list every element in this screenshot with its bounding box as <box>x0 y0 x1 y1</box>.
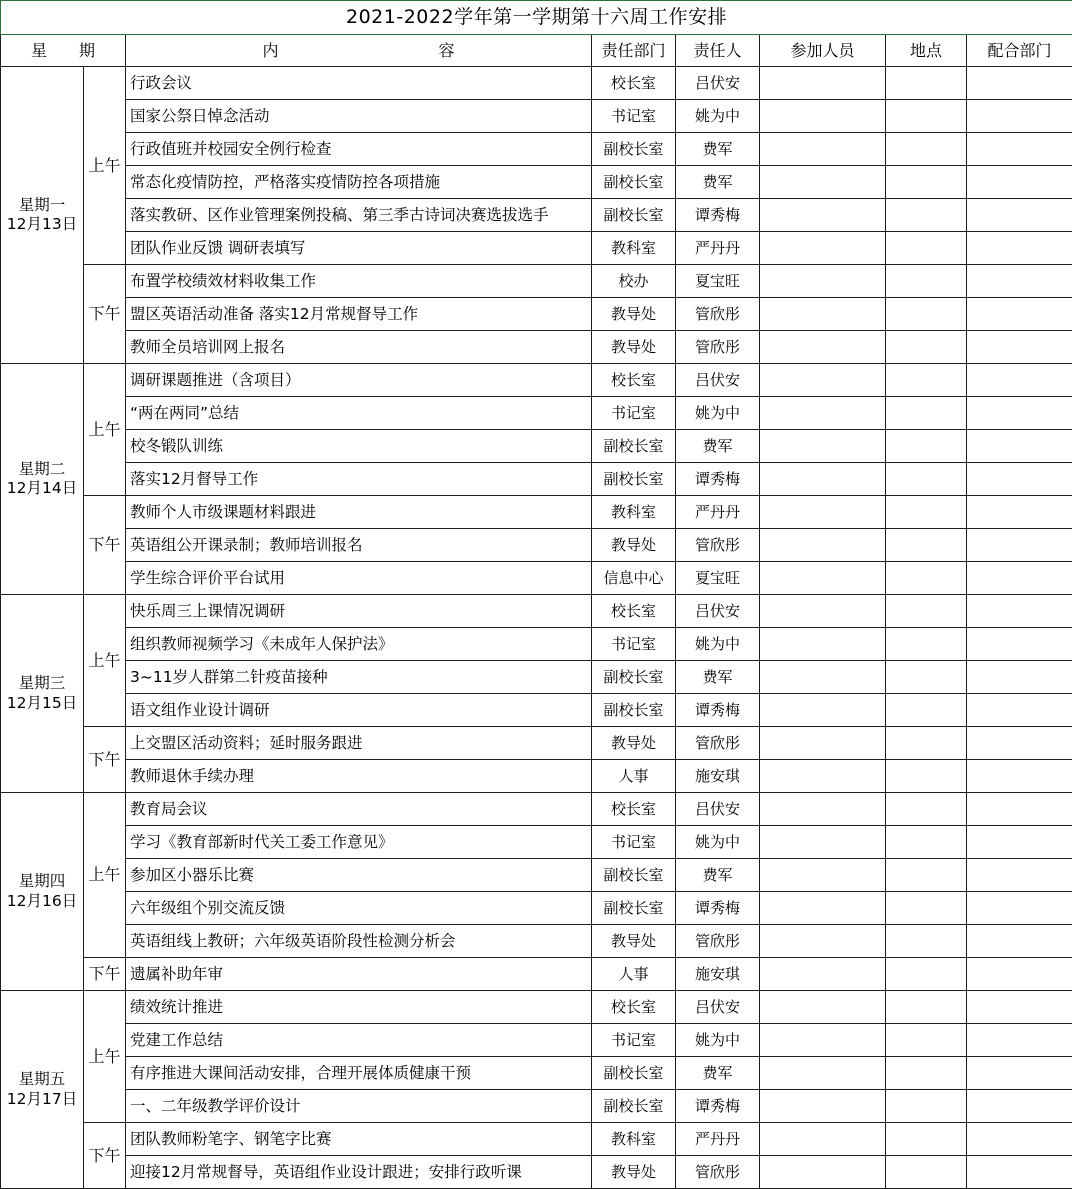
task-participants <box>760 232 886 265</box>
task-dept: 校长室 <box>592 991 676 1024</box>
table-row <box>1 364 1072 397</box>
task-person: 吕伏安 <box>676 595 760 628</box>
period-cell: 下午 <box>84 958 126 991</box>
period-cell: 上午 <box>84 595 126 727</box>
header-day: 星 期 <box>1 35 126 67</box>
task-location <box>886 67 967 100</box>
task-location <box>886 1156 967 1189</box>
task-coop <box>967 331 1072 364</box>
task-person: 管欣彤 <box>676 298 760 331</box>
task-person: 施安琪 <box>676 958 760 991</box>
task-location <box>886 1123 967 1156</box>
task-dept: 副校长室 <box>592 859 676 892</box>
task-coop <box>967 1024 1072 1057</box>
table-row <box>1 529 1072 562</box>
task-content: “两在两同”总结 <box>126 397 592 430</box>
task-content: 学习《教育部新时代关工委工作意见》 <box>126 826 592 859</box>
task-dept: 书记室 <box>592 628 676 661</box>
table-row <box>1 760 1072 793</box>
task-content: 盟区英语活动准备 落实12月常规督导工作 <box>126 298 592 331</box>
header-person: 责任人 <box>676 35 760 67</box>
task-participants <box>760 859 886 892</box>
task-coop <box>967 727 1072 760</box>
task-dept: 副校长室 <box>592 892 676 925</box>
task-person: 夏宝旺 <box>676 562 760 595</box>
table-row <box>1 958 1072 991</box>
task-participants <box>760 67 886 100</box>
table-row <box>1 595 1072 628</box>
task-dept: 人事 <box>592 958 676 991</box>
task-dept: 教导处 <box>592 529 676 562</box>
task-participants <box>760 1123 886 1156</box>
task-dept: 教导处 <box>592 331 676 364</box>
task-dept: 校长室 <box>592 364 676 397</box>
task-content: 快乐周三上课情况调研 <box>126 595 592 628</box>
task-content: 一、二年级教学评价设计 <box>126 1090 592 1123</box>
task-person: 费军 <box>676 166 760 199</box>
task-coop <box>967 1123 1072 1156</box>
period-cell: 下午 <box>84 265 126 364</box>
task-coop <box>967 232 1072 265</box>
task-location <box>886 760 967 793</box>
task-participants <box>760 133 886 166</box>
table-row <box>1 199 1072 232</box>
task-person: 严丹丹 <box>676 1123 760 1156</box>
task-content: 上交盟区活动资料；延时服务跟进 <box>126 727 592 760</box>
task-person: 吕伏安 <box>676 67 760 100</box>
task-person: 费军 <box>676 1057 760 1090</box>
table-row <box>1 100 1072 133</box>
task-location <box>886 529 967 562</box>
task-participants <box>760 331 886 364</box>
task-participants <box>760 661 886 694</box>
task-coop <box>967 1156 1072 1189</box>
task-participants <box>760 298 886 331</box>
task-dept: 校长室 <box>592 67 676 100</box>
task-content: 绩效统计推进 <box>126 991 592 1024</box>
task-dept: 校长室 <box>592 793 676 826</box>
task-coop <box>967 694 1072 727</box>
task-person: 费军 <box>676 661 760 694</box>
task-person: 管欣彤 <box>676 925 760 958</box>
task-person: 谭秀梅 <box>676 892 760 925</box>
task-location <box>886 562 967 595</box>
day-label: 星期三 <box>18 674 66 693</box>
task-person: 夏宝旺 <box>676 265 760 298</box>
day-date: 12月15日 <box>6 693 78 712</box>
period-cell: 下午 <box>84 496 126 595</box>
task-person: 吕伏安 <box>676 364 760 397</box>
task-coop <box>967 166 1072 199</box>
day-cell <box>1 991 84 1189</box>
task-content: 落实12月督导工作 <box>126 463 592 496</box>
task-location <box>886 826 967 859</box>
header-participants: 参加人员 <box>760 35 886 67</box>
task-coop <box>967 496 1072 529</box>
table-row <box>1 826 1072 859</box>
task-person: 谭秀梅 <box>676 1090 760 1123</box>
header-content: 内 容 <box>126 35 592 67</box>
task-dept: 副校长室 <box>592 694 676 727</box>
task-location <box>886 265 967 298</box>
task-content: 行政值班并校园安全例行检查 <box>126 133 592 166</box>
task-content: 参加区小器乐比赛 <box>126 859 592 892</box>
task-person: 费军 <box>676 859 760 892</box>
task-coop <box>967 100 1072 133</box>
period-cell: 上午 <box>84 364 126 496</box>
table-row <box>1 991 1072 1024</box>
task-content: 校冬锻队训练 <box>126 430 592 463</box>
day-label: 星期一 <box>18 195 66 214</box>
task-content: 有序推进大课间活动安排，合理开展体质健康干预 <box>126 1057 592 1090</box>
task-location <box>886 991 967 1024</box>
task-coop <box>967 265 1072 298</box>
task-dept: 副校长室 <box>592 661 676 694</box>
task-content: 教育局会议 <box>126 793 592 826</box>
task-dept: 校长室 <box>592 595 676 628</box>
task-dept: 人事 <box>592 760 676 793</box>
task-coop <box>967 661 1072 694</box>
day-cell <box>1 364 84 595</box>
task-person: 姚为中 <box>676 1024 760 1057</box>
task-location <box>886 595 967 628</box>
task-dept: 教科室 <box>592 1123 676 1156</box>
table-row <box>1 166 1072 199</box>
task-location <box>886 1057 967 1090</box>
table-row <box>1 661 1072 694</box>
task-participants <box>760 496 886 529</box>
task-content: 英语组公开课录制；教师培训报名 <box>126 529 592 562</box>
task-participants <box>760 430 886 463</box>
task-location <box>886 892 967 925</box>
task-participants <box>760 892 886 925</box>
task-participants <box>760 694 886 727</box>
task-content: 学生综合评价平台试用 <box>126 562 592 595</box>
table-row <box>1 859 1072 892</box>
task-location <box>886 430 967 463</box>
table-row <box>1 397 1072 430</box>
day-date: 12月13日 <box>6 215 78 233</box>
task-content: 常态化疫情防控，严格落实疫情防控各项措施 <box>126 166 592 199</box>
day-label: 星期五 <box>18 1070 66 1089</box>
task-content: 团队教师粉笔字、钢笔字比赛 <box>126 1123 592 1156</box>
task-participants <box>760 991 886 1024</box>
task-dept: 书记室 <box>592 397 676 430</box>
task-location <box>886 1090 967 1123</box>
task-dept: 校办 <box>592 265 676 298</box>
task-location <box>886 1024 967 1057</box>
table-row <box>1 694 1072 727</box>
task-coop <box>967 760 1072 793</box>
task-coop <box>967 397 1072 430</box>
task-location <box>886 694 967 727</box>
task-location <box>886 661 967 694</box>
task-participants <box>760 760 886 793</box>
task-content: 教师个人市级课题材料跟进 <box>126 496 592 529</box>
table-row <box>1 232 1072 265</box>
task-participants <box>760 958 886 991</box>
task-coop <box>967 67 1072 100</box>
task-location <box>886 331 967 364</box>
task-location <box>886 199 967 232</box>
task-participants <box>760 595 886 628</box>
task-content: 英语组线上教研；六年级英语阶段性检测分析会 <box>126 925 592 958</box>
task-content: 团队作业反馈 调研表填写 <box>126 232 592 265</box>
task-content: 组织教师视频学习《未成年人保护法》 <box>126 628 592 661</box>
task-location <box>886 166 967 199</box>
task-location <box>886 793 967 826</box>
table-row <box>1 463 1072 496</box>
header-coop: 配合部门 <box>967 35 1072 67</box>
task-participants <box>760 925 886 958</box>
task-content: 落实教研、区作业管理案例投稿、第三季古诗词决赛选拔选手 <box>126 199 592 232</box>
task-dept: 教科室 <box>592 496 676 529</box>
task-content: 布置学校绩效材料收集工作 <box>126 265 592 298</box>
task-dept: 书记室 <box>592 1024 676 1057</box>
task-coop <box>967 925 1072 958</box>
task-dept: 副校长室 <box>592 1090 676 1123</box>
task-dept: 副校长室 <box>592 199 676 232</box>
task-content: 党建工作总结 <box>126 1024 592 1057</box>
task-coop <box>967 199 1072 232</box>
task-content: 迎接12月常规督导，英语组作业设计跟进；安排行政听课 <box>126 1156 592 1189</box>
task-coop <box>967 133 1072 166</box>
task-participants <box>760 1024 886 1057</box>
task-participants <box>760 397 886 430</box>
table-row <box>1 892 1072 925</box>
task-coop <box>967 562 1072 595</box>
header-dept: 责任部门 <box>592 35 676 67</box>
table-row <box>1 562 1072 595</box>
task-location <box>886 364 967 397</box>
task-coop <box>967 1090 1072 1123</box>
day-label: 星期二 <box>18 459 66 478</box>
task-coop <box>967 595 1072 628</box>
task-content: 调研课题推进（含项目） <box>126 364 592 397</box>
day-date: 12月17日 <box>6 1089 78 1108</box>
task-person: 姚为中 <box>676 826 760 859</box>
task-dept: 教导处 <box>592 925 676 958</box>
task-person: 吕伏安 <box>676 991 760 1024</box>
table-row <box>1 727 1072 760</box>
task-person: 费军 <box>676 133 760 166</box>
task-person: 吕伏安 <box>676 793 760 826</box>
table-row <box>1 925 1072 958</box>
task-coop <box>967 628 1072 661</box>
task-coop <box>967 298 1072 331</box>
task-participants <box>760 199 886 232</box>
day-cell <box>1 67 84 364</box>
task-person: 施安琪 <box>676 760 760 793</box>
table-row <box>1 133 1072 166</box>
task-location <box>886 298 967 331</box>
task-participants <box>760 529 886 562</box>
task-person: 严丹丹 <box>676 496 760 529</box>
task-participants <box>760 628 886 661</box>
task-content: 教师退休手续办理 <box>126 760 592 793</box>
page-title: 2021-2022学年第一学期第十六周工作安排 <box>1 1 1072 35</box>
table-row <box>1 793 1072 826</box>
header-row <box>1 35 1072 67</box>
task-participants <box>760 727 886 760</box>
task-coop <box>967 958 1072 991</box>
task-participants <box>760 364 886 397</box>
task-dept: 副校长室 <box>592 1057 676 1090</box>
table-row <box>1 1090 1072 1123</box>
task-participants <box>760 166 886 199</box>
task-location <box>886 496 967 529</box>
task-coop <box>967 463 1072 496</box>
task-location <box>886 727 967 760</box>
task-person: 姚为中 <box>676 100 760 133</box>
period-cell: 下午 <box>84 1123 126 1189</box>
table-row <box>1 67 1072 100</box>
task-location <box>886 133 967 166</box>
task-person: 谭秀梅 <box>676 694 760 727</box>
task-participants <box>760 793 886 826</box>
task-location <box>886 463 967 496</box>
day-date: 12月16日 <box>6 891 78 910</box>
task-person: 姚为中 <box>676 628 760 661</box>
task-location <box>886 958 967 991</box>
table-row <box>1 1024 1072 1057</box>
task-content: 教师全员培训网上报名 <box>126 331 592 364</box>
task-dept: 副校长室 <box>592 133 676 166</box>
task-person: 费军 <box>676 430 760 463</box>
task-content: 语文组作业设计调研 <box>126 694 592 727</box>
task-person: 管欣彤 <box>676 1156 760 1189</box>
task-dept: 教导处 <box>592 1156 676 1189</box>
task-person: 管欣彤 <box>676 727 760 760</box>
task-dept: 书记室 <box>592 826 676 859</box>
task-dept: 信息中心 <box>592 562 676 595</box>
task-person: 管欣彤 <box>676 529 760 562</box>
table-row <box>1 430 1072 463</box>
task-coop <box>967 826 1072 859</box>
task-location <box>886 100 967 133</box>
task-person: 谭秀梅 <box>676 199 760 232</box>
task-location <box>886 628 967 661</box>
task-dept: 副校长室 <box>592 430 676 463</box>
task-participants <box>760 265 886 298</box>
task-coop <box>967 430 1072 463</box>
task-coop <box>967 1057 1072 1090</box>
task-dept: 教导处 <box>592 298 676 331</box>
period-cell: 上午 <box>84 67 126 265</box>
table-row <box>1 496 1072 529</box>
task-participants <box>760 1156 886 1189</box>
task-coop <box>967 793 1072 826</box>
day-cell <box>1 595 84 793</box>
task-content: 国家公祭日悼念活动 <box>126 100 592 133</box>
header-location: 地点 <box>886 35 967 67</box>
task-participants <box>760 1057 886 1090</box>
day-cell <box>1 793 84 991</box>
period-cell: 上午 <box>84 991 126 1123</box>
task-coop <box>967 529 1072 562</box>
task-person: 谭秀梅 <box>676 463 760 496</box>
table-row <box>1 298 1072 331</box>
table-row <box>1 1057 1072 1090</box>
task-coop <box>967 991 1072 1024</box>
task-content: 遗属补助年审 <box>126 958 592 991</box>
task-coop <box>967 892 1072 925</box>
task-person: 姚为中 <box>676 397 760 430</box>
period-cell: 下午 <box>84 727 126 793</box>
task-person: 管欣彤 <box>676 331 760 364</box>
table-row <box>1 1123 1072 1156</box>
task-content: 3~11岁人群第二针疫苗接种 <box>126 661 592 694</box>
day-date: 12月14日 <box>6 479 78 497</box>
task-dept: 教科室 <box>592 232 676 265</box>
task-dept: 书记室 <box>592 100 676 133</box>
day-label: 星期四 <box>18 872 66 891</box>
table-row <box>1 628 1072 661</box>
task-location <box>886 859 967 892</box>
task-person: 严丹丹 <box>676 232 760 265</box>
task-dept: 教导处 <box>592 727 676 760</box>
task-participants <box>760 826 886 859</box>
task-dept: 副校长室 <box>592 463 676 496</box>
table-row <box>1 331 1072 364</box>
task-participants <box>760 463 886 496</box>
task-location <box>886 232 967 265</box>
task-participants <box>760 562 886 595</box>
task-dept: 副校长室 <box>592 166 676 199</box>
task-participants <box>760 100 886 133</box>
period-cell: 上午 <box>84 793 126 958</box>
task-content: 六年级组个别交流反馈 <box>126 892 592 925</box>
table-row <box>1 265 1072 298</box>
task-location <box>886 397 967 430</box>
task-participants <box>760 1090 886 1123</box>
table-row <box>1 1156 1072 1189</box>
task-location <box>886 925 967 958</box>
task-content: 行政会议 <box>126 67 592 100</box>
task-coop <box>967 859 1072 892</box>
task-coop <box>967 364 1072 397</box>
